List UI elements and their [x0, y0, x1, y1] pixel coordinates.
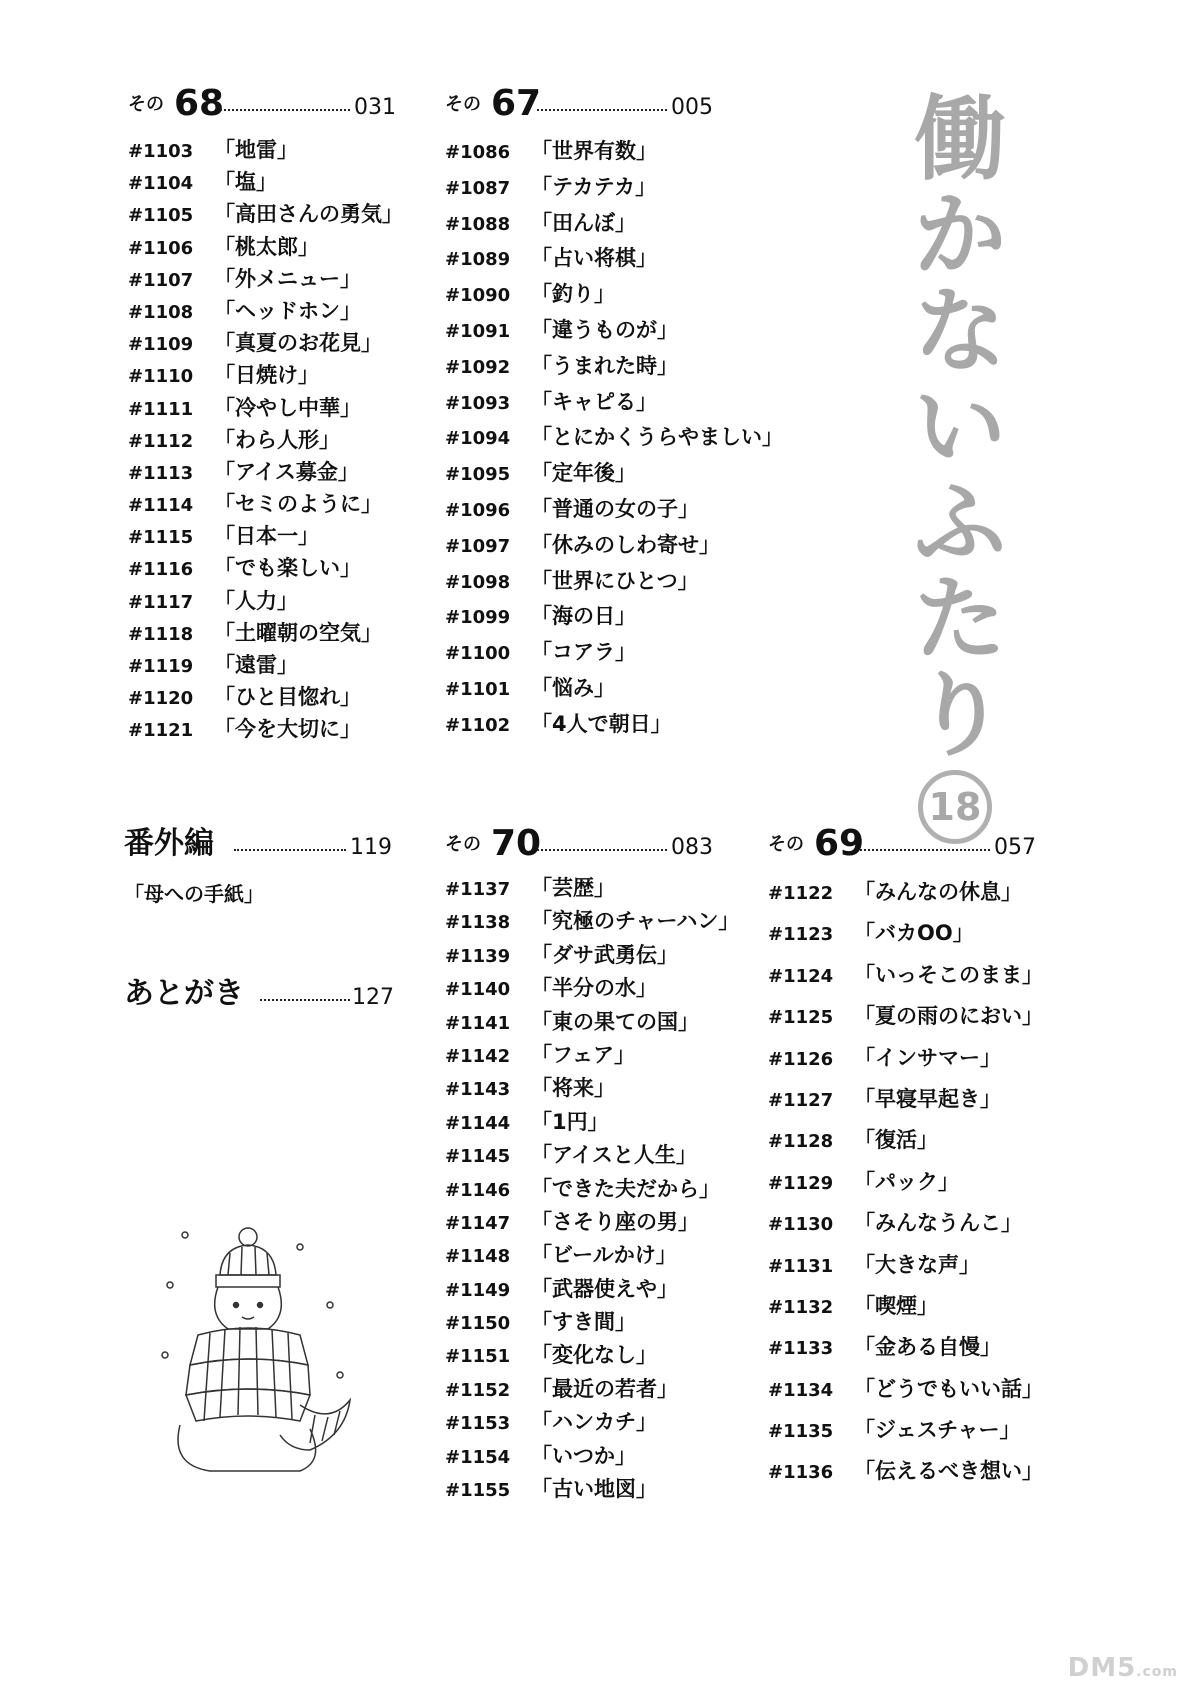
episode-title: 「とにかくうらやましい」 — [531, 425, 783, 450]
list-item — [445, 1239, 765, 1272]
episode-number: #1141 — [445, 1012, 511, 1034]
episode-number: #1155 — [445, 1480, 511, 1502]
episode-title: 「バカOO」 — [854, 921, 974, 946]
leader-dots — [260, 999, 350, 1001]
list-item — [445, 206, 775, 242]
episode-title: 「夏の雨のにおい」 — [854, 1004, 1043, 1029]
list-item — [445, 1339, 765, 1372]
episode-title: 「半分の水」 — [531, 976, 657, 1001]
episode-list — [445, 134, 783, 743]
leader-dots — [860, 849, 990, 851]
section-page: 083 — [671, 835, 713, 860]
episode-number: #1089 — [445, 249, 511, 271]
episode-title: 「桃太郎」 — [214, 234, 319, 259]
episode-title: 「早寝早起き」 — [854, 1086, 1001, 1111]
episode-number: #1100 — [445, 643, 511, 665]
list-item — [128, 456, 398, 488]
episode-title: 「ビールかけ」 — [531, 1243, 677, 1268]
episode-number: #1140 — [445, 979, 511, 1001]
episode-title: 「塩」 — [214, 170, 277, 195]
section-header — [128, 78, 398, 124]
episode-number: #1114 — [128, 495, 194, 517]
episode-title: 「遠雷」 — [214, 653, 298, 677]
episode-title: 「パック」 — [854, 1169, 959, 1194]
episode-number: #1091 — [445, 320, 511, 342]
episode-number: #1147 — [445, 1212, 511, 1234]
list-item — [445, 492, 775, 528]
episode-title: 「コアラ」 — [531, 640, 636, 665]
list-item — [445, 134, 775, 170]
extra-page: 119 — [350, 835, 392, 860]
section-prefix: その — [768, 834, 804, 855]
list-item — [768, 1451, 1068, 1492]
section-header — [445, 78, 775, 124]
list-item — [445, 599, 775, 635]
volume-number: 18 — [918, 770, 992, 844]
episode-title: 「究極のチャーハン」 — [531, 909, 740, 934]
episode-number: #1113 — [128, 462, 194, 484]
episode-title: 「将来」 — [531, 1076, 615, 1101]
episode-number: #1150 — [445, 1313, 511, 1335]
episode-title: 「伝えるべき想い」 — [854, 1459, 1043, 1484]
leader-dots — [220, 109, 350, 111]
list-item — [128, 392, 398, 424]
list-item — [445, 277, 775, 313]
list-item — [445, 707, 775, 743]
episode-title: 「どうでもいい話」 — [854, 1376, 1043, 1401]
list-item — [445, 1406, 765, 1439]
episode-number: #1116 — [128, 559, 194, 581]
episode-title: 「真夏のお花見」 — [214, 331, 382, 356]
episode-title: 「できた夫だから」 — [531, 1176, 720, 1201]
episode-number: #1118 — [128, 623, 194, 645]
list-item — [768, 913, 1068, 954]
list-item — [768, 1162, 1068, 1203]
episode-number: #1102 — [445, 714, 511, 736]
episode-title: 「違うものが」 — [531, 317, 678, 342]
leader-dots — [537, 109, 667, 111]
episode-title: 「世界にひとつ」 — [531, 568, 699, 593]
episode-title: 「アイス募金」 — [214, 459, 359, 484]
episode-number: #1086 — [445, 142, 511, 163]
episode-title: 「いっそこのまま」 — [854, 962, 1043, 987]
episode-title: 「ジェスチャー」 — [854, 1418, 1021, 1443]
list-item — [445, 1173, 765, 1206]
section-67 — [445, 78, 783, 743]
list-item — [128, 231, 398, 263]
list-item — [128, 649, 398, 681]
list-item — [128, 617, 398, 649]
episode-number: #1094 — [445, 428, 511, 450]
episode-title: 「人力」 — [214, 588, 298, 613]
title-char: ふ — [913, 470, 1006, 577]
episode-title: 「地雷」 — [214, 138, 298, 162]
list-item — [445, 241, 775, 277]
section-header — [124, 818, 404, 864]
list-item — [445, 420, 783, 456]
episode-number: #1137 — [445, 879, 511, 900]
episode-number: #1134 — [768, 1379, 834, 1401]
episode-number: #1132 — [768, 1296, 834, 1318]
episode-number: #1154 — [445, 1446, 511, 1468]
episode-number: #1124 — [768, 965, 834, 987]
episode-number: #1105 — [128, 205, 194, 227]
episode-number: #1104 — [128, 173, 194, 195]
episode-number: #1090 — [445, 285, 511, 307]
episode-number: #1136 — [768, 1462, 834, 1484]
list-item — [768, 1369, 1068, 1410]
episode-number: #1130 — [768, 1214, 834, 1236]
list-item — [445, 1373, 765, 1406]
list-item — [445, 1273, 765, 1306]
list-item — [768, 1038, 1068, 1079]
afterword-page: 127 — [352, 985, 394, 1010]
list-item — [445, 170, 775, 206]
section-page: 005 — [671, 95, 713, 120]
episode-number: #1095 — [445, 464, 511, 486]
episode-number: #1115 — [128, 527, 194, 549]
list-item — [768, 1079, 1068, 1120]
episode-number: #1148 — [445, 1246, 511, 1268]
list-item — [128, 295, 398, 327]
title-char: い — [913, 374, 1006, 481]
leader-dots — [537, 849, 667, 851]
section-header — [768, 818, 1068, 864]
episode-title: 「外メニュー」 — [214, 266, 361, 291]
section-number: 67 — [491, 83, 542, 124]
list-item — [445, 905, 765, 938]
list-item — [445, 1139, 765, 1172]
episode-number: #1151 — [445, 1346, 511, 1368]
list-item — [128, 585, 398, 617]
title-char: た — [913, 566, 1006, 673]
episode-number: #1129 — [768, 1172, 834, 1194]
list-item — [768, 996, 1068, 1037]
episode-number: #1103 — [128, 141, 194, 162]
list-item — [445, 349, 775, 385]
episode-title: 「日本一」 — [214, 524, 319, 549]
list-item — [445, 972, 765, 1005]
episode-number: #1131 — [768, 1255, 834, 1277]
episode-title: 「インサマー」 — [854, 1045, 1001, 1070]
episode-title: 「日焼け」 — [214, 363, 319, 388]
episode-title: 「休みのしわ寄せ」 — [531, 532, 720, 557]
episode-number: #1117 — [128, 591, 194, 613]
list-item — [445, 313, 775, 349]
episode-number: #1153 — [445, 1413, 511, 1435]
episode-title: 「ダサ武勇伝」 — [531, 942, 678, 967]
episode-title: 「海の日」 — [531, 604, 636, 629]
episode-number: #1112 — [128, 430, 194, 452]
title-char: 働 — [913, 86, 1006, 193]
episode-title: 「キャピる」 — [531, 389, 657, 414]
episode-number: #1125 — [768, 1007, 834, 1029]
episode-number: #1111 — [128, 398, 194, 420]
list-item — [768, 1203, 1068, 1244]
list-item — [128, 681, 398, 713]
episode-title: 「金ある自慢」 — [854, 1335, 1001, 1360]
list-item — [768, 1410, 1068, 1451]
episode-title: 「復活」 — [854, 1128, 938, 1153]
list-item — [128, 488, 398, 520]
episode-list — [128, 134, 403, 746]
episode-number: #1088 — [445, 213, 511, 235]
section-header — [124, 968, 404, 1014]
section-number: 68 — [174, 83, 225, 124]
episode-number: #1122 — [768, 883, 834, 904]
episode-title: 「最近の若者」 — [531, 1376, 678, 1401]
book-title — [905, 86, 1015, 769]
episode-number: #1099 — [445, 607, 511, 629]
episode-title: 「喫煙」 — [854, 1293, 938, 1318]
list-item — [445, 1440, 765, 1473]
episode-number: #1121 — [128, 720, 194, 742]
list-item — [445, 1306, 765, 1339]
episode-number: #1145 — [445, 1146, 511, 1168]
section-68 — [128, 78, 403, 746]
list-item — [445, 528, 775, 564]
section-number: 70 — [491, 823, 542, 864]
section-prefix: その — [128, 94, 164, 115]
watermark-text: DM5 — [1067, 1653, 1137, 1683]
episode-title: 「ハンカチ」 — [531, 1410, 657, 1435]
episode-number: #1142 — [445, 1045, 511, 1067]
episode-title: 「世界有数」 — [531, 139, 657, 163]
section-prefix: その — [445, 94, 481, 115]
episode-title: 「テカテカ」 — [531, 174, 657, 199]
list-item — [445, 872, 765, 905]
list-item — [128, 552, 398, 584]
episode-number: #1138 — [445, 912, 511, 934]
section-page: 057 — [994, 835, 1036, 860]
episode-number: #1096 — [445, 499, 511, 521]
list-item — [128, 327, 398, 359]
episode-title: 「今を大切に」 — [214, 717, 361, 742]
episode-title: 「セミのように」 — [214, 492, 382, 517]
episode-title: 「みんなの休息」 — [854, 880, 1022, 904]
episode-title: 「さそり座の男」 — [531, 1209, 699, 1234]
episode-number: #1110 — [128, 366, 194, 388]
episode-title: 「釣り」 — [531, 282, 615, 307]
episode-number: #1106 — [128, 237, 194, 259]
extra-subtitle: 「母への手紙」 — [124, 882, 264, 906]
watermark — [1068, 1653, 1178, 1683]
episode-title: 「古い地図」 — [531, 1477, 657, 1502]
episode-number: #1093 — [445, 392, 511, 414]
episode-number: #1146 — [445, 1179, 511, 1201]
episode-title: 「いつか」 — [531, 1443, 636, 1468]
list-item — [128, 520, 398, 552]
episode-title: 「1円」 — [531, 1109, 609, 1134]
list-item — [768, 1120, 1068, 1161]
episode-number: #1128 — [768, 1131, 834, 1153]
list-item — [128, 424, 398, 456]
episode-title: 「4人で朝日」 — [531, 711, 672, 736]
episode-number: #1120 — [128, 688, 194, 710]
list-item — [128, 713, 398, 745]
list-item — [445, 939, 765, 972]
list-item — [128, 134, 398, 166]
list-item — [768, 872, 1068, 913]
episode-number: #1109 — [128, 334, 194, 356]
list-item — [768, 1245, 1068, 1286]
episode-number: #1143 — [445, 1079, 511, 1101]
episode-number: #1126 — [768, 1048, 834, 1070]
episode-title: 「変化なし」 — [531, 1343, 657, 1368]
list-item — [445, 385, 775, 421]
list-item — [768, 955, 1068, 996]
episode-title: 「大きな声」 — [854, 1252, 980, 1277]
episode-number: #1152 — [445, 1379, 511, 1401]
episode-title: 「すき間」 — [531, 1310, 636, 1335]
list-item — [445, 1072, 765, 1105]
episode-number: #1139 — [445, 945, 511, 967]
episode-title: 「わら人形」 — [214, 427, 340, 452]
section-afterword — [124, 968, 404, 1014]
snowman-illustration — [150, 1225, 360, 1475]
title-char: か — [913, 182, 1006, 289]
episode-title: 「ヘッドホン」 — [214, 298, 361, 323]
list-item — [445, 456, 775, 492]
section-70 — [445, 818, 765, 1506]
episode-title: 「東の果ての国」 — [531, 1009, 699, 1034]
episode-title: 「田んぼ」 — [531, 210, 636, 235]
list-item — [445, 635, 775, 671]
section-page: 031 — [354, 95, 396, 120]
list-item — [445, 564, 775, 600]
episode-number: #1123 — [768, 924, 834, 946]
episode-title: 「芸歴」 — [531, 876, 615, 900]
list-item — [445, 1473, 765, 1506]
list-item — [445, 1206, 765, 1239]
episode-title: 「悩み」 — [531, 675, 615, 700]
episode-number: #1149 — [445, 1279, 511, 1301]
section-extra — [124, 818, 404, 907]
episode-title: 「高田さんの勇気」 — [214, 202, 403, 227]
list-item — [128, 166, 398, 198]
episode-number: #1144 — [445, 1112, 511, 1134]
episode-title: 「定年後」 — [531, 461, 636, 486]
list-item — [768, 1327, 1068, 1368]
episode-number: #1101 — [445, 678, 511, 700]
episode-title: 「普通の女の子」 — [531, 496, 699, 521]
list-item — [445, 1039, 765, 1072]
list-item — [128, 198, 403, 230]
episode-title: 「でも楽しい」 — [214, 556, 361, 581]
list-item — [445, 1006, 765, 1039]
list-item — [768, 1286, 1068, 1327]
episode-number: #1087 — [445, 177, 511, 199]
episode-title: 「フェア」 — [531, 1042, 635, 1067]
episode-number: #1108 — [128, 301, 194, 323]
episode-number: #1092 — [445, 356, 511, 378]
section-69 — [768, 818, 1068, 1493]
section-prefix: その — [445, 834, 481, 855]
episode-number: #1135 — [768, 1421, 834, 1443]
episode-title: 「占い将棋」 — [531, 246, 657, 271]
list-item — [445, 1106, 765, 1139]
episode-number: #1119 — [128, 656, 194, 677]
episode-number: #1107 — [128, 269, 194, 291]
section-number: 69 — [814, 823, 865, 864]
episode-title: 「ひと目惚れ」 — [214, 685, 361, 710]
episode-number: #1097 — [445, 535, 511, 557]
episode-title: 「アイスと人生」 — [531, 1143, 697, 1168]
episode-title: 「武器使えや」 — [531, 1276, 678, 1301]
leader-dots — [234, 849, 346, 851]
extra-label: 番外編 — [124, 826, 214, 861]
episode-title: 「うまれた時」 — [531, 353, 678, 378]
title-char: な — [913, 278, 1006, 385]
title-char: り — [913, 662, 1006, 769]
watermark-suffix: .com — [1136, 1664, 1178, 1680]
episode-list — [445, 872, 765, 1506]
list-item — [128, 263, 398, 295]
section-header — [445, 818, 765, 864]
list-item — [128, 359, 398, 391]
episode-title: 「冷やし中華」 — [214, 395, 361, 420]
afterword-label: あとがき — [124, 976, 244, 1011]
episode-number: #1133 — [768, 1338, 834, 1360]
episode-list — [768, 872, 1068, 1493]
episode-number: #1127 — [768, 1089, 834, 1111]
episode-number: #1098 — [445, 571, 511, 593]
episode-title: 「みんなうんこ」 — [854, 1211, 1022, 1236]
list-item — [445, 671, 775, 707]
episode-title: 「土曜朝の空気」 — [214, 620, 382, 645]
